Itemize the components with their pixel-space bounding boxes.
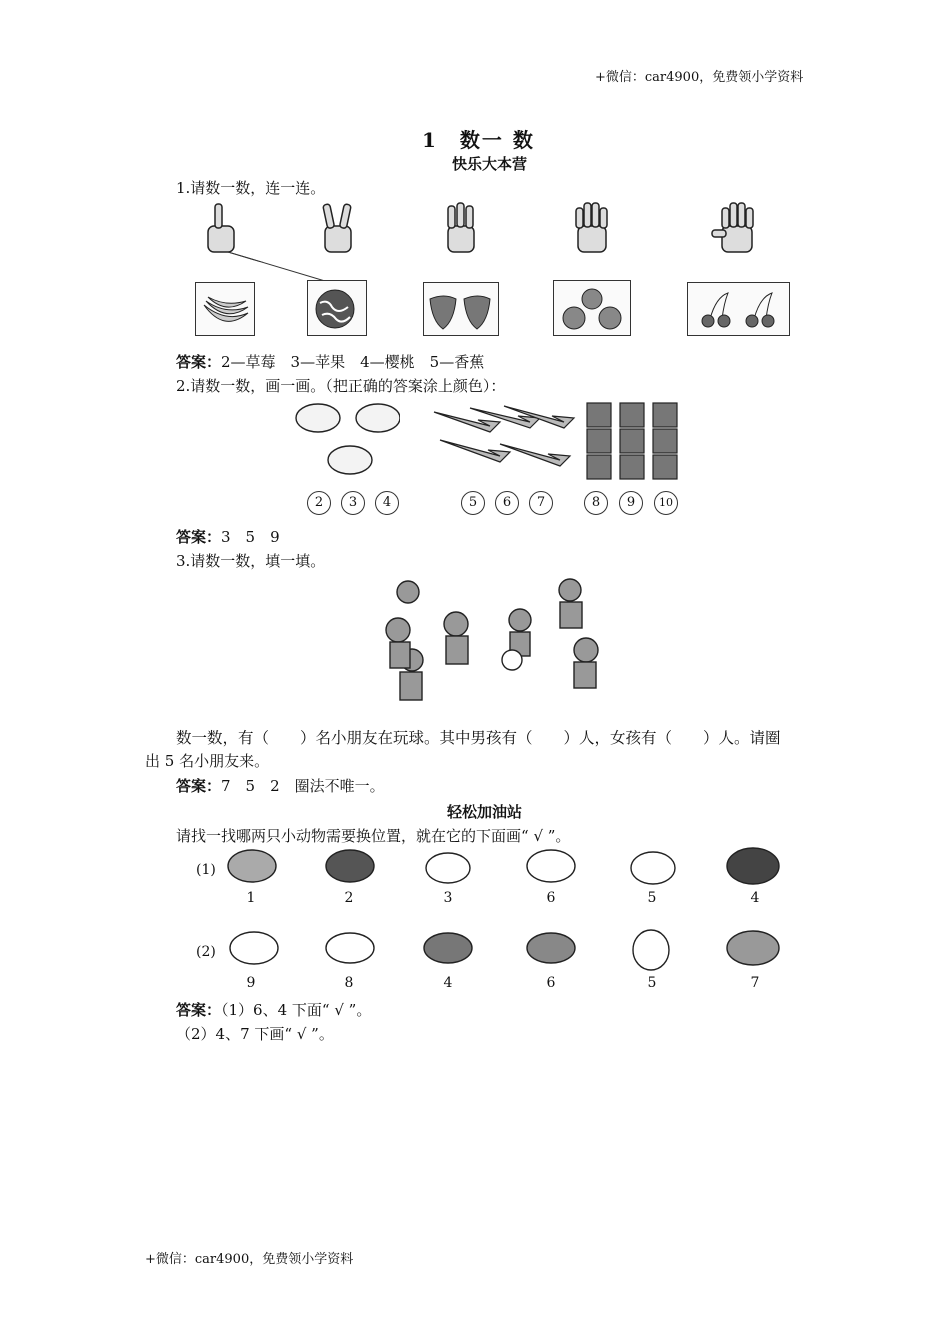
q4-answer-1: 答案：（1）6、4 下面“ √ ”。 <box>176 1001 372 1019</box>
q4-prompt: 请找一找哪两只小动物需要换位置，就在它的下面画“ √ ”。 <box>176 827 571 845</box>
strawberry-box <box>423 282 499 336</box>
dog-icon <box>527 850 575 882</box>
tiger-icon <box>727 931 779 965</box>
goat-icon <box>633 930 669 970</box>
strawberry-icon <box>424 283 498 335</box>
header-watermark: +微信：car4900，免费领小学资料 <box>595 70 804 85</box>
option-circle[interactable]: 3 <box>341 491 365 515</box>
q4-answer-2: （2）4、7 下画“ √ ”。 <box>176 1025 334 1043</box>
row2-number: 9 <box>246 975 256 991</box>
fish-illustration <box>430 400 580 485</box>
option-circle[interactable]: 2 <box>307 491 331 515</box>
banana-box <box>195 282 255 336</box>
row2-number: 7 <box>750 975 760 991</box>
rabbit-icon <box>426 853 470 883</box>
hippo-icon <box>424 933 472 963</box>
page-title: 1 数一 数 <box>422 128 535 152</box>
row1-number: 5 <box>647 890 657 906</box>
row1-number: 2 <box>344 890 354 906</box>
q2-answer: 答案：3 5 9 <box>176 528 280 546</box>
section-title-2: 轻松加油站 <box>447 803 523 821</box>
option-circle[interactable]: 6 <box>495 491 519 515</box>
q3-text-line2: 出 5 名小朋友来。 <box>145 752 270 770</box>
q3-text-line1: 数一数，有（ ）名小朋友在玩球。其中男孩有（ ）人，女孩有（ ）人。请圈 <box>176 729 781 747</box>
hand-two-icon <box>323 204 351 252</box>
kids-playing-ball-illustration <box>360 572 620 717</box>
row2-number: 5 <box>647 975 657 991</box>
row2-number: 4 <box>443 975 453 991</box>
cherry-icon <box>688 283 789 335</box>
row2-number: 8 <box>344 975 354 991</box>
koala-icon <box>527 933 575 963</box>
q3-prompt: 3.请数一数，填一填。 <box>176 552 326 570</box>
watermelon-icon <box>308 281 366 335</box>
bear-icon <box>326 850 374 882</box>
hand-four-icon <box>576 203 607 252</box>
row1-number: 4 <box>750 890 760 906</box>
soccer-ball-icon <box>502 650 522 670</box>
row1-number: 6 <box>546 890 556 906</box>
q1-answer: 答案：2—草莓 3—苹果 4—樱桃 5—香蕉 <box>176 353 485 371</box>
row1-number: 1 <box>246 890 256 906</box>
row2-number: 6 <box>546 975 556 991</box>
hand-five-icon <box>712 203 753 252</box>
row1-label: (1) <box>196 862 216 878</box>
animals-row-1 <box>225 846 790 888</box>
option-circle[interactable]: 10 <box>654 491 678 515</box>
apple-box <box>553 280 631 336</box>
lion-icon <box>727 848 779 884</box>
q2-prompt: 2.请数一数，画一画。（把正确的答案涂上颜色）： <box>176 377 506 395</box>
option-circle[interactable]: 4 <box>375 491 399 515</box>
apple-icon <box>554 281 630 335</box>
footer-watermark: +微信：car4900，免费领小学资料 <box>145 1252 354 1267</box>
pigs-illustration <box>290 398 400 478</box>
q1-prompt: 1.请数一数，连一连。 <box>176 179 326 197</box>
banana-icon <box>196 283 254 335</box>
cat-icon <box>228 850 276 882</box>
option-circle[interactable]: 5 <box>461 491 485 515</box>
animals-row-2 <box>225 928 790 974</box>
row1-number: 3 <box>443 890 453 906</box>
cups-illustration <box>585 400 690 485</box>
option-circle[interactable]: 7 <box>529 491 553 515</box>
panda-icon <box>230 932 278 964</box>
cow-icon <box>631 852 675 884</box>
q3-answer: 答案：7 5 2 圈法不唯一。 <box>176 777 385 795</box>
option-circle[interactable]: 9 <box>619 491 643 515</box>
hand-three-icon <box>448 203 474 252</box>
row2-label: (2) <box>196 944 216 960</box>
pig-icon <box>326 933 374 963</box>
section-title-1: 快乐大本营 <box>452 155 528 173</box>
option-circle[interactable]: 8 <box>584 491 608 515</box>
watermelon-box <box>307 280 367 336</box>
hand-one-icon <box>208 204 234 252</box>
cherry-box <box>687 282 790 336</box>
